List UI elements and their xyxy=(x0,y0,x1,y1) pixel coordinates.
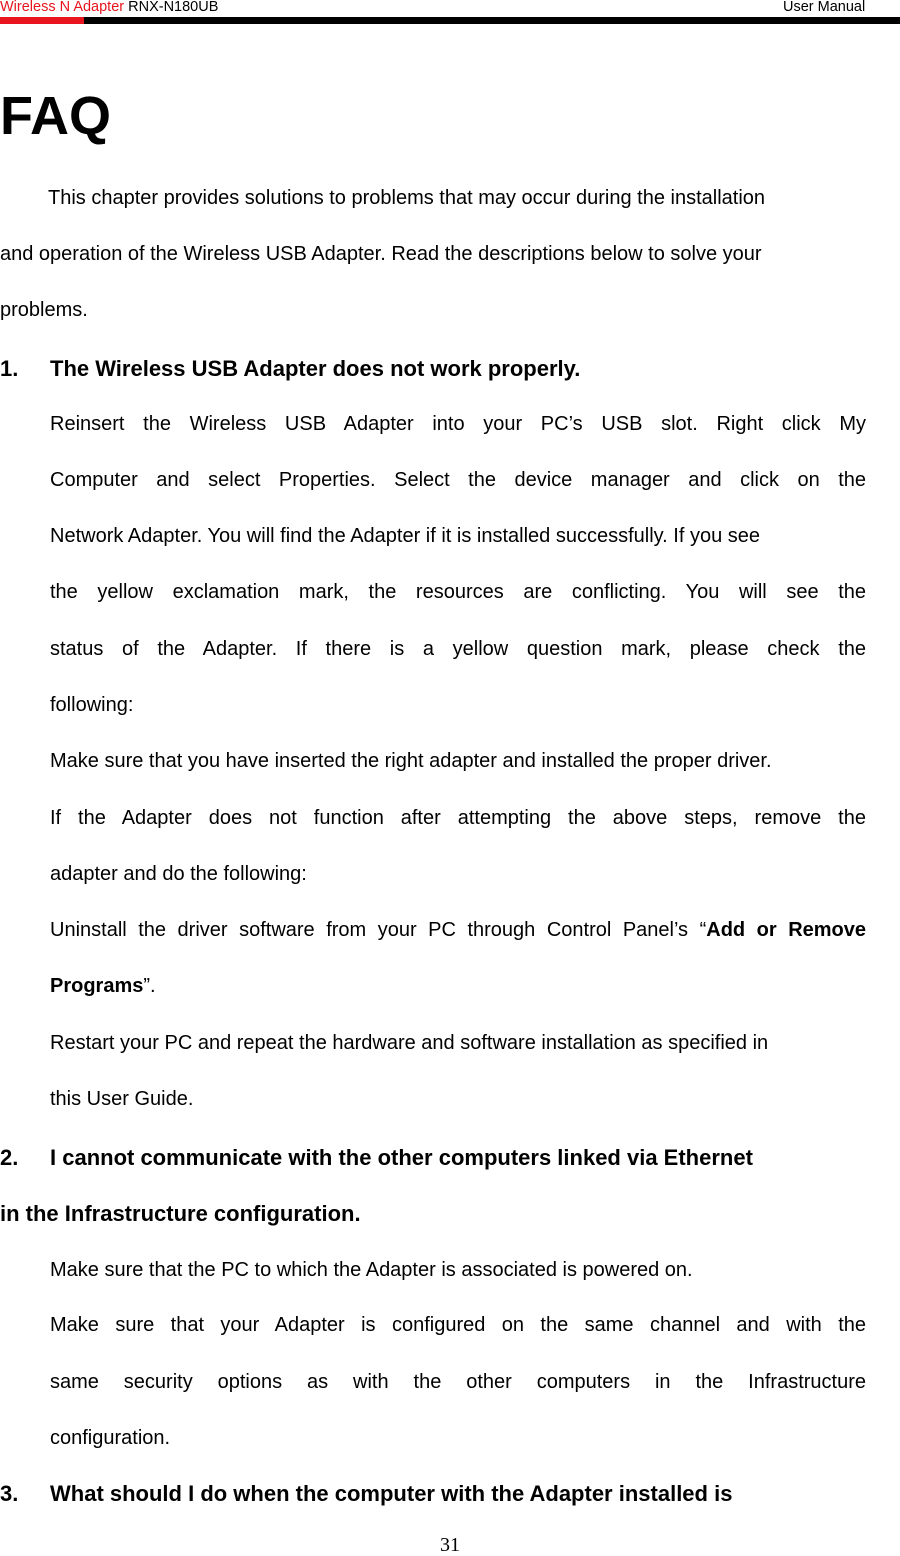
q1-p4 xyxy=(50,902,866,1014)
question-heading: The Wireless USB Adapter does not work properly. xyxy=(50,356,581,381)
q2-p2-line-3: configuration. xyxy=(50,1427,171,1449)
q1-p5-line-2: this User Guide. xyxy=(50,1088,194,1110)
q1-p1-line-6: following: xyxy=(50,694,134,716)
question-number: 3. xyxy=(0,1481,19,1506)
q1-p3-line-1: If the Adapter does not function after attempting the above steps, remove the xyxy=(50,807,866,829)
q1-p5-line-1: Restart your PC and repeat the hardware and software installation as specified in xyxy=(50,1032,769,1054)
q1-p2: Make sure that you have inserted the right adapter and installed the proper driver. xyxy=(50,750,772,772)
header-product-name: Wireless N Adapter xyxy=(0,0,125,15)
q1-p1-line-3: Network Adapter. You will find the Adapter if it is installed successfully. If you see xyxy=(50,525,761,547)
intro-line-1: This chapter provides solutions to problems that may occur during the installation xyxy=(48,187,766,209)
header-product xyxy=(0,0,218,16)
q1-p1-line-2: Computer and select Properties. Select the device manager and click on the xyxy=(50,469,866,491)
question-heading: What should I do when the computer with the Adapter installed is xyxy=(50,1481,733,1506)
header-rule-black xyxy=(84,17,900,24)
faq-question-2-cont: in the Infrastructure configuration. xyxy=(0,1201,361,1226)
q1-p4-bold-1: Add or xyxy=(706,919,777,941)
q1-p4-bold-2: Remove Programs xyxy=(50,919,866,997)
q1-p1-line-4: the yellow exclamation mark, the resources are conflicting. You will see the xyxy=(50,581,866,603)
header-doc-type: User Manual xyxy=(783,0,866,15)
intro-line-2: and operation of the Wireless USB Adapter. Read the descriptions below to solve your xyxy=(0,243,762,265)
q1-p4-text: Uninstall the driver software from your PC through Control Panel’s “ xyxy=(50,919,707,941)
header-rule-red xyxy=(0,17,84,24)
header-model: RNX-N180UB xyxy=(124,0,219,15)
q1-p1-line-5: status of the Adapter. If there is a yellow question mark, please check the xyxy=(50,638,866,660)
q1-p3-line-2: adapter and do the following: xyxy=(50,863,307,885)
page-header xyxy=(0,0,900,24)
question-heading: I cannot communicate with the other computers linked via Ethernet xyxy=(50,1145,753,1170)
page-number: 31 xyxy=(440,1534,460,1556)
intro-line-3: problems. xyxy=(0,299,88,321)
question-number: 2. xyxy=(0,1145,19,1170)
q2-p2-line-2: same security options as with the other computers in the Infrastructure xyxy=(50,1371,866,1393)
q2-p2-line-1: Make sure that your Adapter is configured on the same channel and with the xyxy=(50,1314,866,1336)
q1-p1-line-1: Reinsert the Wireless USB Adapter into your PC’s USB slot. Right click My xyxy=(50,413,866,435)
question-number: 1. xyxy=(0,356,19,381)
q1-p4-end: ”. xyxy=(143,975,156,997)
chapter-title: FAQ xyxy=(0,86,112,146)
q2-p1: Make sure that the PC to which the Adapter is associated is powered on. xyxy=(50,1259,693,1281)
